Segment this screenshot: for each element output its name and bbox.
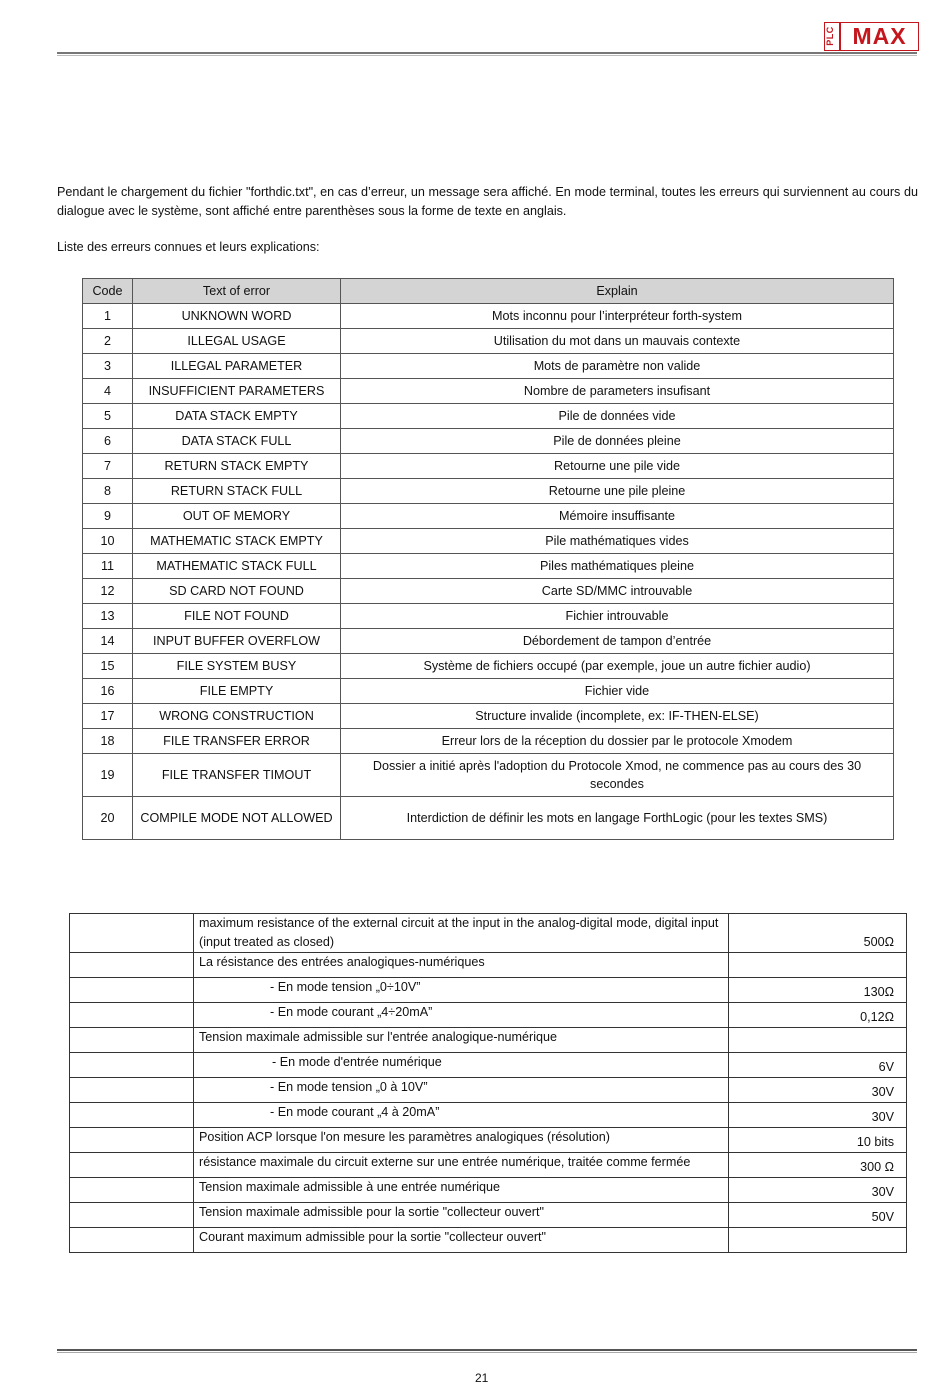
spec-description-cell: Courant maximum admissible pour la sortie "collecteur ouvert" <box>194 1228 729 1253</box>
error-text-cell: FILE TRANSFER TIMOUT <box>133 754 341 797</box>
error-row <box>83 329 894 354</box>
spec-label-cell <box>70 1028 194 1053</box>
spec-description-cell: - En mode courant „4÷20mA” <box>194 1003 729 1028</box>
spec-row <box>70 1053 907 1078</box>
error-explain-cell: Pile de données vide <box>341 404 894 429</box>
error-explain-cell: Pile de données pleine <box>341 429 894 454</box>
spec-description-cell: - En mode tension „0÷10V” <box>194 978 729 1003</box>
error-text-cell: UNKNOWN WORD <box>133 304 341 329</box>
header-text-of-error: Text of error <box>133 279 341 304</box>
error-text-cell: SD CARD NOT FOUND <box>133 579 341 604</box>
error-explain-cell: Fichier vide <box>341 679 894 704</box>
error-code-cell: 18 <box>83 729 133 754</box>
error-text-cell: FILE EMPTY <box>133 679 341 704</box>
error-text-cell: FILE NOT FOUND <box>133 604 341 629</box>
error-code-cell: 8 <box>83 479 133 504</box>
spec-description-cell: - En mode tension „0 à 10V” <box>194 1078 729 1103</box>
logo-plc-text: PLC <box>824 26 835 46</box>
header-rule-thin <box>57 55 917 56</box>
error-row <box>83 479 894 504</box>
error-code-cell: 13 <box>83 604 133 629</box>
error-row <box>83 429 894 454</box>
footer-rule <box>57 1349 917 1351</box>
error-explain-cell: Utilisation du mot dans un mauvais contexte <box>341 329 894 354</box>
spec-row <box>70 1203 907 1228</box>
error-row <box>83 579 894 604</box>
error-row <box>83 454 894 479</box>
error-code-cell: 1 <box>83 304 133 329</box>
spec-value-cell <box>729 1028 907 1053</box>
error-list-title: Liste des erreurs connues et leurs explications: <box>57 240 320 254</box>
error-text-cell: ILLEGAL PARAMETER <box>133 354 341 379</box>
error-row <box>83 654 894 679</box>
error-explain-cell: Mots de paramètre non valide <box>341 354 894 379</box>
error-explain-cell: Interdiction de définir les mots en langage ForthLogic (pour les textes SMS) <box>341 797 894 840</box>
spec-row <box>70 1153 907 1178</box>
spec-description-cell: Tension maximale admissible à une entrée numérique <box>194 1178 729 1203</box>
spec-description-cell: Position ACP lorsque l'on mesure les paramètres analogiques (résolution) <box>194 1128 729 1153</box>
error-code-cell: 15 <box>83 654 133 679</box>
error-explain-cell: Retourne une pile pleine <box>341 479 894 504</box>
error-row <box>83 679 894 704</box>
error-text-cell: INSUFFICIENT PARAMETERS <box>133 379 341 404</box>
spec-value-cell: 300 Ω <box>729 1153 907 1178</box>
spec-label-cell <box>70 1078 194 1103</box>
error-explain-cell: Dossier a initié après l'adoption du Protocole Xmod, ne commence pas au cours des 30 secondes <box>341 754 894 797</box>
spec-value-cell: 500Ω <box>729 914 907 953</box>
error-explain-cell: Système de fichiers occupé (par exemple, joue un autre fichier audio) <box>341 654 894 679</box>
spec-description-cell: - En mode d'entrée numérique <box>194 1053 729 1078</box>
error-text-cell: RETURN STACK EMPTY <box>133 454 341 479</box>
logo-max-text: MAX <box>840 22 919 51</box>
error-text-cell: ILLEGAL USAGE <box>133 329 341 354</box>
error-explain-cell: Fichier introuvable <box>341 604 894 629</box>
error-code-cell: 3 <box>83 354 133 379</box>
header-rule <box>57 52 917 54</box>
spec-value-cell <box>729 1228 907 1253</box>
error-code-cell: 11 <box>83 554 133 579</box>
error-code-cell: 17 <box>83 704 133 729</box>
spec-description-cell: résistance maximale du circuit externe sur une entrée numérique, traitée comme fermée <box>194 1153 729 1178</box>
error-text-cell: INPUT BUFFER OVERFLOW <box>133 629 341 654</box>
spec-description-cell: La résistance des entrées analogiques-numériques <box>194 953 729 978</box>
spec-description-cell: Tension maximale admissible sur l'entrée analogique-numérique <box>194 1028 729 1053</box>
error-code-cell: 12 <box>83 579 133 604</box>
spec-label-cell <box>70 1203 194 1228</box>
error-text-cell: COMPILE MODE NOT ALLOWED <box>133 797 341 840</box>
spec-value-cell: 50V <box>729 1203 907 1228</box>
error-explain-cell: Structure invalide (incomplete, ex: IF-THEN-ELSE) <box>341 704 894 729</box>
spec-description-cell: - En mode courant „4 à 20mA” <box>194 1103 729 1128</box>
spec-description-cell: Tension maximale admissible pour la sortie "collecteur ouvert" <box>194 1203 729 1228</box>
spec-value-cell: 30V <box>729 1103 907 1128</box>
spec-value-cell <box>729 953 907 978</box>
error-explain-cell: Piles mathématiques pleine <box>341 554 894 579</box>
error-row <box>83 797 894 840</box>
spec-label-cell <box>70 1153 194 1178</box>
error-text-cell: DATA STACK EMPTY <box>133 404 341 429</box>
error-row <box>83 354 894 379</box>
spec-row <box>70 978 907 1003</box>
spec-row <box>70 1103 907 1128</box>
error-text-cell: OUT OF MEMORY <box>133 504 341 529</box>
error-text-cell: FILE SYSTEM BUSY <box>133 654 341 679</box>
spec-row <box>70 1228 907 1253</box>
logo-plc-box <box>824 22 840 51</box>
error-explain-cell: Pile mathématiques vides <box>341 529 894 554</box>
error-explain-cell: Carte SD/MMC introuvable <box>341 579 894 604</box>
spec-row <box>70 953 907 978</box>
error-text-cell: MATHEMATIC STACK EMPTY <box>133 529 341 554</box>
spec-label-cell <box>70 1103 194 1128</box>
plcmax-logo <box>824 22 919 51</box>
spec-label-cell <box>70 1178 194 1203</box>
error-code-cell: 7 <box>83 454 133 479</box>
error-row <box>83 754 894 797</box>
error-explain-cell: Retourne une pile vide <box>341 454 894 479</box>
spec-label-cell <box>70 953 194 978</box>
error-explain-cell: Erreur lors de la réception du dossier par le protocole Xmodem <box>341 729 894 754</box>
error-code-cell: 9 <box>83 504 133 529</box>
error-text-cell: MATHEMATIC STACK FULL <box>133 554 341 579</box>
spec-label-cell <box>70 1228 194 1253</box>
spec-label-cell <box>70 1003 194 1028</box>
error-explain-cell: Mots inconnu pour l’interpréteur forth-system <box>341 304 894 329</box>
spec-row <box>70 1178 907 1203</box>
error-text-cell: DATA STACK FULL <box>133 429 341 454</box>
error-row <box>83 504 894 529</box>
error-code-cell: 10 <box>83 529 133 554</box>
error-text-cell: FILE TRANSFER ERROR <box>133 729 341 754</box>
error-row <box>83 554 894 579</box>
error-row <box>83 404 894 429</box>
error-code-cell: 14 <box>83 629 133 654</box>
error-explain-cell: Nombre de parameters insufisant <box>341 379 894 404</box>
error-table <box>82 278 894 840</box>
intro-paragraph: Pendant le chargement du fichier "forthdic.txt", en cas d’erreur, un message sera affiché. En mode terminal, toutes les erreurs qui surviennent au cours du dialogue avec le système, sont affiché entre parenthèses sous la forme de texte en anglais. <box>57 185 918 218</box>
error-code-cell: 6 <box>83 429 133 454</box>
spec-label-cell <box>70 978 194 1003</box>
spec-label-cell <box>70 1053 194 1078</box>
spec-description-cell: maximum resistance of the external circuit at the input in the analog-digital mode, digital input (input treated as closed) <box>194 914 729 953</box>
spec-table <box>69 913 907 1253</box>
error-code-cell: 16 <box>83 679 133 704</box>
error-explain-cell: Débordement de tampon d’entrée <box>341 629 894 654</box>
error-code-cell: 2 <box>83 329 133 354</box>
header-code: Code <box>83 279 133 304</box>
error-table-header <box>83 279 894 304</box>
spec-label-cell <box>70 1128 194 1153</box>
spec-value-cell: 10 bits <box>729 1128 907 1153</box>
error-code-cell: 5 <box>83 404 133 429</box>
error-code-cell: 20 <box>83 797 133 840</box>
error-code-cell: 4 <box>83 379 133 404</box>
error-explain-cell: Mémoire insuffisante <box>341 504 894 529</box>
error-text-cell: RETURN STACK FULL <box>133 479 341 504</box>
spec-row <box>70 1028 907 1053</box>
error-text-cell: WRONG CONSTRUCTION <box>133 704 341 729</box>
footer-rule-thin <box>57 1352 917 1353</box>
header-explain: Explain <box>341 279 894 304</box>
error-row <box>83 604 894 629</box>
error-row <box>83 704 894 729</box>
spec-value-cell: 6V <box>729 1053 907 1078</box>
spec-value-cell: 0,12Ω <box>729 1003 907 1028</box>
spec-row <box>70 1128 907 1153</box>
spec-row <box>70 1078 907 1103</box>
spec-value-cell: 30V <box>729 1078 907 1103</box>
spec-label-cell <box>70 914 194 953</box>
error-row <box>83 629 894 654</box>
error-row <box>83 529 894 554</box>
error-row <box>83 729 894 754</box>
error-row <box>83 304 894 329</box>
spec-value-cell: 130Ω <box>729 978 907 1003</box>
error-code-cell: 19 <box>83 754 133 797</box>
spec-row <box>70 914 907 953</box>
spec-row <box>70 1003 907 1028</box>
spec-value-cell: 30V <box>729 1178 907 1203</box>
error-row <box>83 379 894 404</box>
page-number: 21 <box>475 1371 489 1385</box>
